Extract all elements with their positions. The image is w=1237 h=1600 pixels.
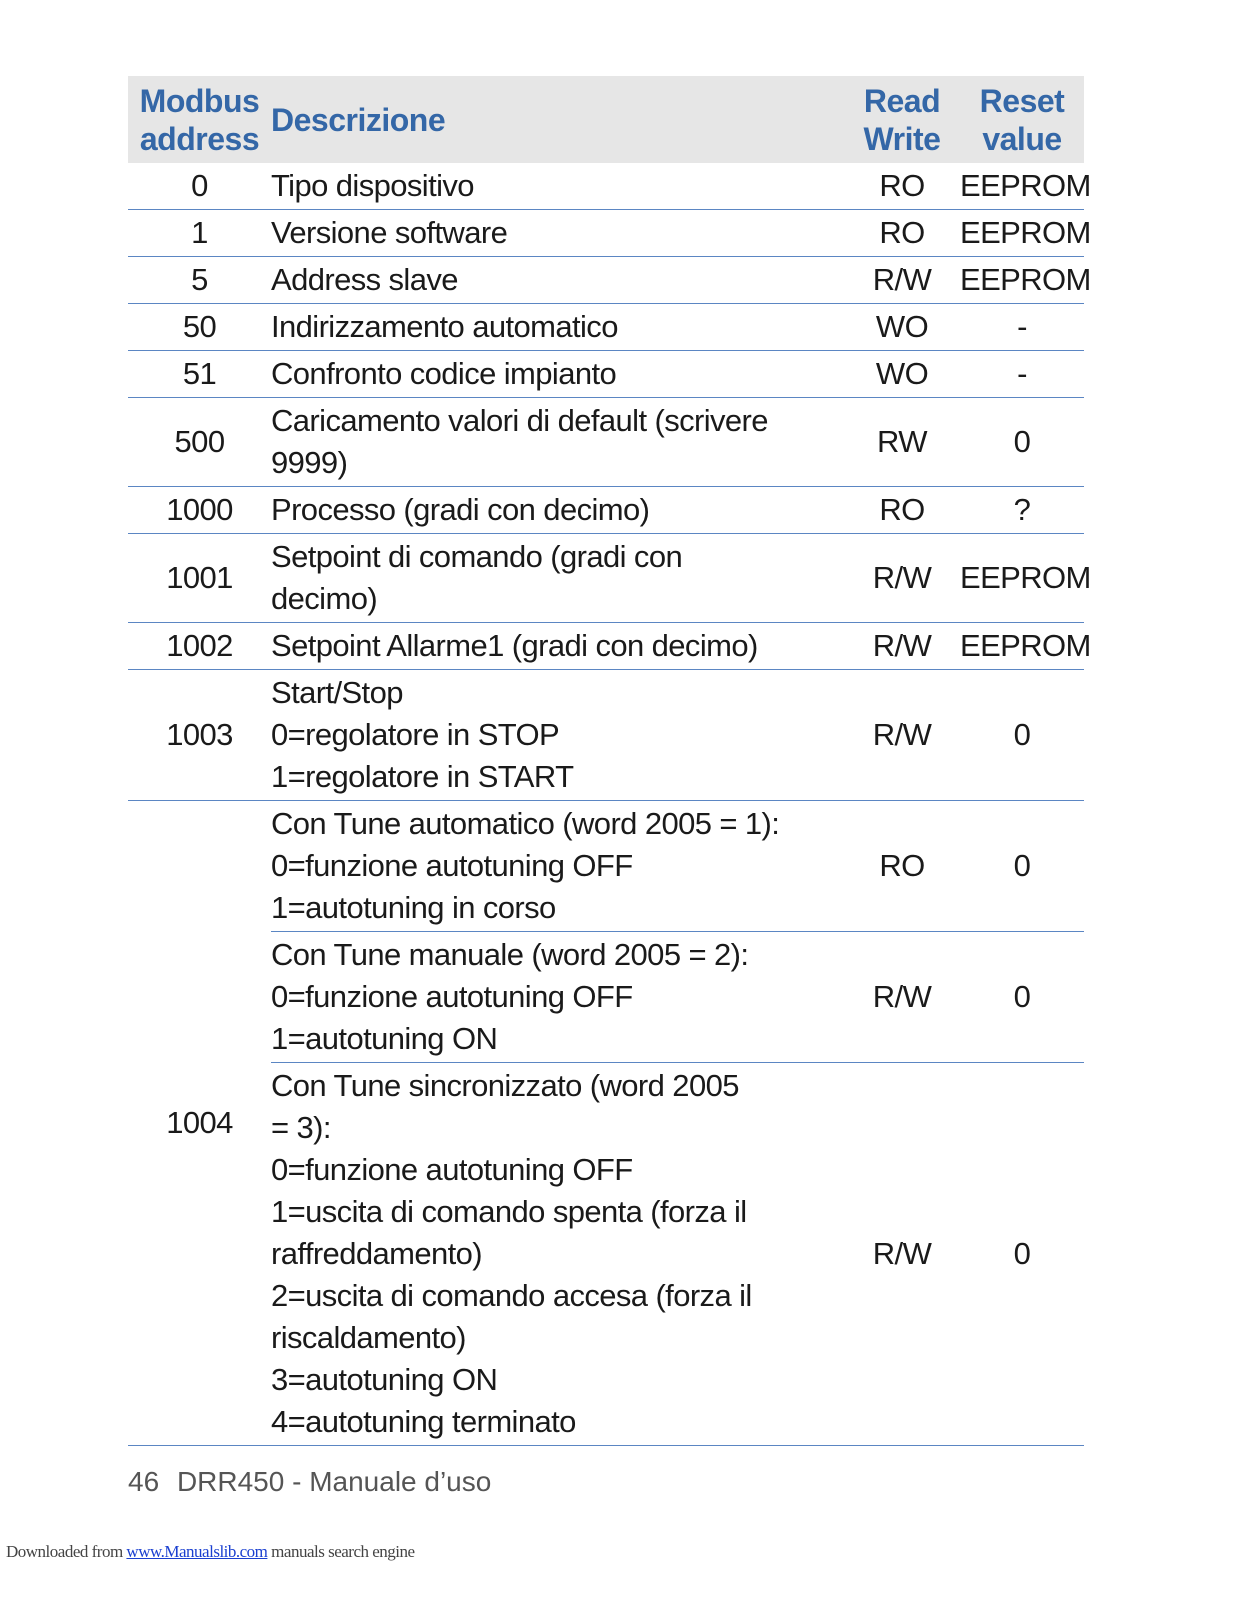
cell-address: 1000 xyxy=(128,487,271,534)
table-row xyxy=(128,304,1084,351)
cell-description xyxy=(271,932,844,1063)
cell-description xyxy=(271,1063,844,1446)
cell-reset-value: 0 xyxy=(960,801,1084,932)
cell-reset-value: - xyxy=(960,304,1084,351)
cell-address: 5 xyxy=(128,257,271,304)
cell-address: 1004 xyxy=(128,801,271,1446)
cell-read-write: RO xyxy=(844,801,960,932)
description-line: Setpoint Allarme1 (gradi con decimo) xyxy=(271,628,758,663)
cell-reset-value: ? xyxy=(960,487,1084,534)
cell-reset-value: EEPROM xyxy=(960,210,1084,257)
table-row xyxy=(128,670,1084,801)
header-modbus-address: Modbus address xyxy=(128,76,271,163)
header-reset-value: Reset value xyxy=(960,76,1084,163)
cell-reset-value: 0 xyxy=(960,1063,1084,1446)
header-descrizione: Descrizione xyxy=(271,76,844,163)
page-number: 46 xyxy=(128,1466,160,1497)
manualslib-link[interactable]: www.Manualslib.com xyxy=(126,1542,268,1561)
cell-address: 0 xyxy=(128,163,271,210)
description-line: Start/Stop xyxy=(271,675,403,710)
cell-description xyxy=(271,351,844,398)
description-line: riscaldamento) xyxy=(271,1320,466,1355)
cell-description xyxy=(271,623,844,670)
cell-description xyxy=(271,163,844,210)
cell-read-write: R/W xyxy=(844,534,960,623)
cell-description xyxy=(271,210,844,257)
cell-read-write: R/W xyxy=(844,670,960,801)
cell-read-write: R/W xyxy=(844,623,960,670)
watermark-suffix: manuals search engine xyxy=(267,1542,415,1561)
description-line: 1=autotuning ON xyxy=(271,1021,498,1056)
header-read-write: Read Write xyxy=(844,76,960,163)
description-line: Indirizzamento automatico xyxy=(271,309,618,344)
description-line: 0=funzione autotuning OFF xyxy=(271,848,633,883)
cell-address: 50 xyxy=(128,304,271,351)
table-row xyxy=(128,398,1084,487)
description-line: Con Tune sincronizzato (word 2005 xyxy=(271,1068,739,1103)
table-row xyxy=(128,163,1084,210)
description-line: Confronto codice impianto xyxy=(271,356,617,391)
cell-reset-value: - xyxy=(960,351,1084,398)
cell-read-write: R/W xyxy=(844,1063,960,1446)
table-body xyxy=(128,163,1091,1446)
description-line: Caricamento valori di default (scrivere xyxy=(271,403,768,438)
watermark-prefix: Downloaded from xyxy=(6,1542,127,1561)
cell-reset-value: EEPROM xyxy=(960,623,1084,670)
table-row xyxy=(128,351,1084,398)
table-row xyxy=(128,487,1084,534)
page-footer xyxy=(128,1466,491,1498)
table-row xyxy=(128,623,1084,670)
description-line: 0=regolatore in STOP xyxy=(271,717,560,752)
cell-read-write: RO xyxy=(844,210,960,257)
table-header xyxy=(128,76,1084,163)
cell-reset-value: 0 xyxy=(960,398,1084,487)
cell-read-write: R/W xyxy=(844,932,960,1063)
cell-read-write: RW xyxy=(844,398,960,487)
table-row xyxy=(128,801,1084,932)
cell-description xyxy=(271,257,844,304)
cell-read-write: RO xyxy=(844,487,960,534)
cell-read-write: WO xyxy=(844,304,960,351)
cell-address: 1 xyxy=(128,210,271,257)
description-line: 2=uscita di comando accesa (forza il xyxy=(271,1278,752,1313)
description-line: Processo (gradi con decimo) xyxy=(271,492,650,527)
cell-read-write: RO xyxy=(844,163,960,210)
cell-description xyxy=(271,398,844,487)
cell-description xyxy=(271,304,844,351)
description-line: Tipo dispositivo xyxy=(271,168,474,203)
cell-reset-value: EEPROM xyxy=(960,534,1084,623)
description-line: 1=uscita di comando spenta (forza il xyxy=(271,1194,747,1229)
description-line: Con Tune manuale (word 2005 = 2): xyxy=(271,937,749,972)
description-line: Versione software xyxy=(271,215,508,250)
description-line: 1=autotuning in corso xyxy=(271,890,556,925)
cell-reset-value: EEPROM xyxy=(960,257,1084,304)
cell-description xyxy=(271,487,844,534)
cell-description xyxy=(271,670,844,801)
cell-description xyxy=(271,534,844,623)
description-line: 4=autotuning terminato xyxy=(271,1404,576,1439)
description-line: raffreddamento) xyxy=(271,1236,482,1271)
cell-address: 1003 xyxy=(128,670,271,801)
description-line: 1=regolatore in START xyxy=(271,759,574,794)
description-line: 9999) xyxy=(271,445,348,480)
modbus-register-table xyxy=(128,76,1091,1446)
cell-address: 51 xyxy=(128,351,271,398)
description-line: Setpoint di comando (gradi con xyxy=(271,539,683,574)
description-line: 0=funzione autotuning OFF xyxy=(271,979,633,1014)
cell-read-write: R/W xyxy=(844,257,960,304)
cell-address: 1001 xyxy=(128,534,271,623)
description-line: Address slave xyxy=(271,262,458,297)
description-line: = 3): xyxy=(271,1110,331,1145)
table-row xyxy=(128,210,1084,257)
table-row xyxy=(128,257,1084,304)
description-line: 0=funzione autotuning OFF xyxy=(271,1152,633,1187)
download-watermark xyxy=(6,1542,415,1562)
cell-reset-value: 0 xyxy=(960,932,1084,1063)
cell-read-write: WO xyxy=(844,351,960,398)
cell-reset-value: EEPROM xyxy=(960,163,1084,210)
description-line: decimo) xyxy=(271,581,378,616)
cell-address: 500 xyxy=(128,398,271,487)
cell-description xyxy=(271,801,844,932)
description-line: 3=autotuning ON xyxy=(271,1362,498,1397)
cell-reset-value: 0 xyxy=(960,670,1084,801)
table-row xyxy=(128,932,1084,1063)
manual-title: DRR450 - Manuale d’uso xyxy=(176,1466,492,1497)
cell-address: 1002 xyxy=(128,623,271,670)
table-row xyxy=(128,1063,1084,1446)
table-row xyxy=(128,534,1084,623)
description-line: Con Tune automatico (word 2005 = 1): xyxy=(271,806,780,841)
